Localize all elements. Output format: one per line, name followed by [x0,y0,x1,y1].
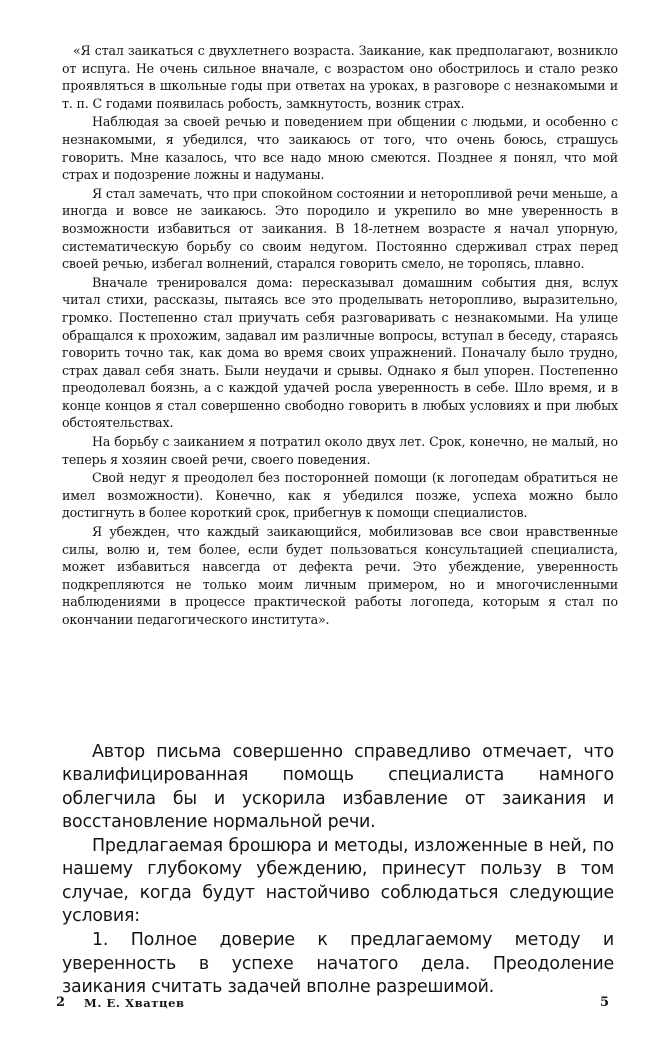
main-text [62,741,614,1000]
main-paragraph: Автор письма совершенно справедливо отмечает, что квалифицированная помощь специалиста намного облегчила бы и ускорила избавление от заикания и восстановление нормальной речи. [62,742,614,832]
page-number: 5 [600,995,610,1010]
quoted-letter [62,42,618,630]
main-paragraph: Предлагаемая брошюра и методы, изложенные в ней, по нашему глубокому убеждению, принесут пользу в том случае, когда будут настойчиво соблюдаться следующие условия: [62,836,614,927]
letter-paragraph: Я стал замечать, что при спокойном состоянии и неторопливой речи меньше, а иногда и вовсе не заикаюсь. Это породило и укрепило во мне уверенность в возможности избавиться от заикания. В 18-летнем возрасте я начал упорную, систематическую борьбу со своим недугом. Постоянно сдерживал страх перед своей речью, избегал волнений, старался говорить смело, не торопясь, плавно. [62,185,618,272]
page-footer [0,995,649,1015]
author-name: М. Е. Хватцев [84,996,185,1010]
main-paragraph: 1. Полное доверие к предлагаемому методу и уверенность в успехе начатого дела. Преодоление заикания считать задачей вполне разрешимой. [62,930,614,997]
signature-number: 2 [56,995,66,1010]
letter-paragraph: Я убежден, что каждый заикающийся, мобилизовав все свои нравственные силы, волю и, тем более, если будет пользоваться консультацией специалиста, может избавиться навсегда от дефекта речи. Это убеждение, уверенность подкрепляются не только моим личным примером, но и многочисленными наблюдениями в процессе практической работы логопеда, которым я стал по окончании педагогического института». [62,524,618,627]
letter-paragraph: Вначале тренировался дома: пересказывал домашним события дня, вслух читал стихи, рассказы, пытаясь все это проделывать неторопливо, выразительно, громко. Постепенно стал приучать себя разговаривать с незнакомыми. На улице обращался к прохожим, задавал им различные вопросы, вступал в беседу, стараясь говорить точно так, как дома во время своих упражнений. Поначалу было трудно, страх давал себя знать. Были неудачи и срывы. Однако я был упорен. Постепенно преодолевал боязнь, а с каждой удачей росла уверенность в себе. Шло время, и в конце концов я стал совершенно свободно говорить в любых условиях и при любых обстоятельствах. [62,274,618,431]
letter-paragraph: На борьбу с заиканием я потратил около двух лет. Срок, конечно, не малый, но теперь я хозяин своей речи, своего поведения. [62,434,618,467]
letter-paragraph: Наблюдая за своей речью и поведением при общении с людьми, и особенно с незнакомыми, я убедился, что заикаюсь от того, что очень боюсь, страшусь говорить. Мне казалось, что все надо мною смеются. Позднее я понял, что мой страх и подозрение ложны и надуманы. [62,114,618,183]
letter-paragraph: «Я стал заикаться с двухлетнего возраста. Заикание, как предполагают, возникло от испуга. Не очень сильное вначале, с возрастом оно обострилось и стало резко проявляться в школьные годы при ответах на уроках, в разговоре с незнакомыми и т. п. С годами появилась робость, замкнутость, возник страх. [62,43,618,111]
letter-paragraph: Свой недуг я преодолел без посторонней помощи (к логопедам обратиться не имел возможности). Конечно, как я убедился позже, успеха можно было достигнуть в более короткий срок, прибегнув к помощи специалистов. [62,470,618,521]
